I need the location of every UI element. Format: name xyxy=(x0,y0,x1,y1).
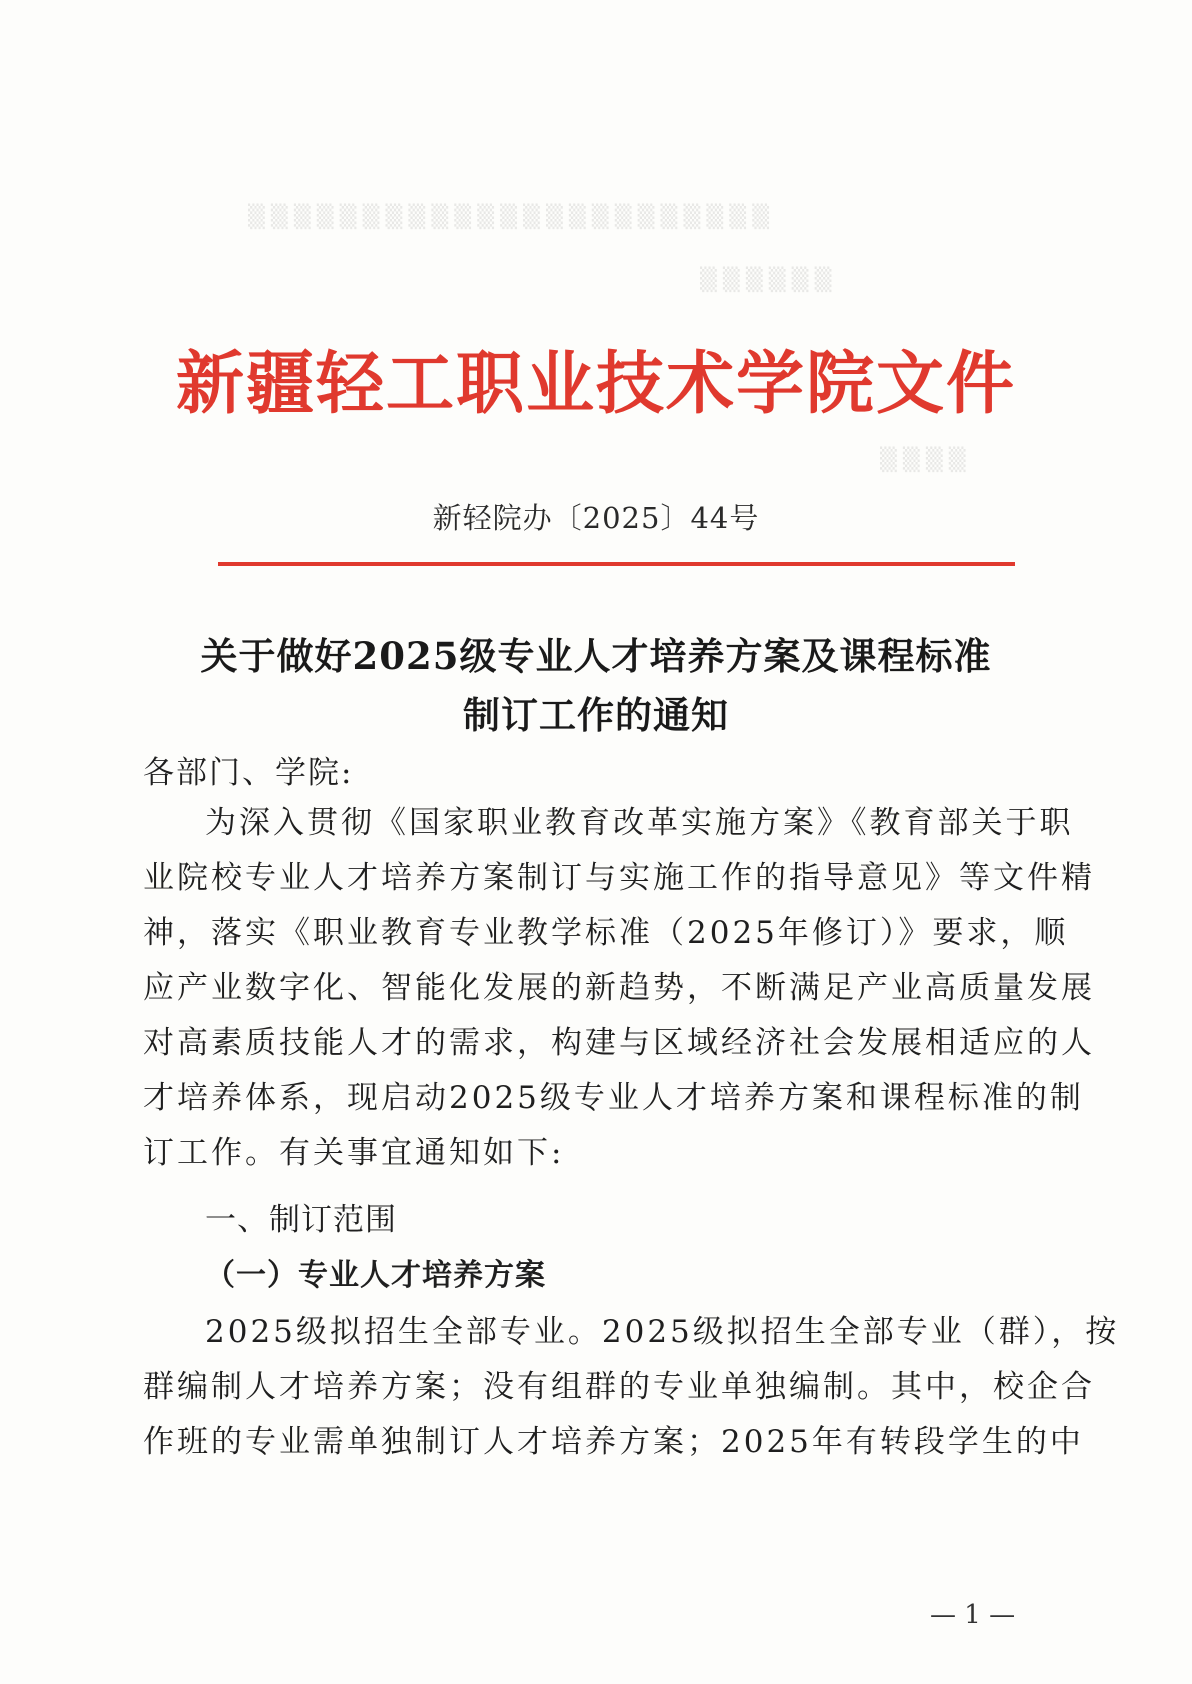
page-number: — 1 — xyxy=(930,1600,1016,1630)
paragraph-line: 作班的专业需单独制订人才培养方案；2025年有转段学生的中 xyxy=(143,1424,1084,1460)
paragraph-line: 应产业数字化、智能化发展的新趋势，不断满足产业高质量发展 xyxy=(143,970,1095,1006)
document-number: 新轻院办〔2025〕44号 xyxy=(432,501,760,535)
paragraph-line: 业院校专业人才培养方案制订与实施工作的指导意见》等文件精 xyxy=(143,860,1095,896)
paragraph-line: 神，落实《职业教育专业教学标准（2025年修订）》要求，顺 xyxy=(143,915,1069,951)
notice-title-line1: 关于做好2025级专业人才培养方案及课程标准 xyxy=(200,634,992,678)
paragraph-line: 群编制人才培养方案；没有组群的专业单独编制。其中，校企合 xyxy=(143,1369,1095,1405)
paragraph-line: 2025级拟招生全部专业。2025级拟招生全部专业（群），按 xyxy=(205,1314,1120,1350)
paragraph-line: 订工作。有关事宜通知如下: xyxy=(143,1135,565,1171)
red-divider xyxy=(218,562,1015,566)
paragraph-line: 为深入贯彻《国家职业教育改革实施方案》《教育部关于职 xyxy=(205,805,1074,841)
section-heading: 一、制订范围 xyxy=(205,1202,397,1238)
bleed-through: ▒▒▒▒▒▒▒▒▒▒▒▒▒▒▒▒▒▒▒▒▒▒▒ xyxy=(248,205,776,230)
bleed-through: ▒▒▒▒ xyxy=(880,448,972,473)
paragraph-line: 对高素质技能人才的需求，构建与区域经济社会发展相适应的人 xyxy=(143,1025,1095,1061)
addressee: 各部门、学院: xyxy=(143,755,354,791)
notice-title-line2: 制订工作的通知 xyxy=(463,693,729,737)
org-document-title: 新疆轻工职业技术学院文件 xyxy=(175,344,1016,424)
paragraph-line: 才培养体系，现启动2025级专业人才培养方案和课程标准的制 xyxy=(143,1080,1084,1116)
subsection-heading: （一）专业人才培养方案 xyxy=(205,1258,546,1293)
bleed-through: ▒▒▒▒▒▒ xyxy=(700,268,838,293)
